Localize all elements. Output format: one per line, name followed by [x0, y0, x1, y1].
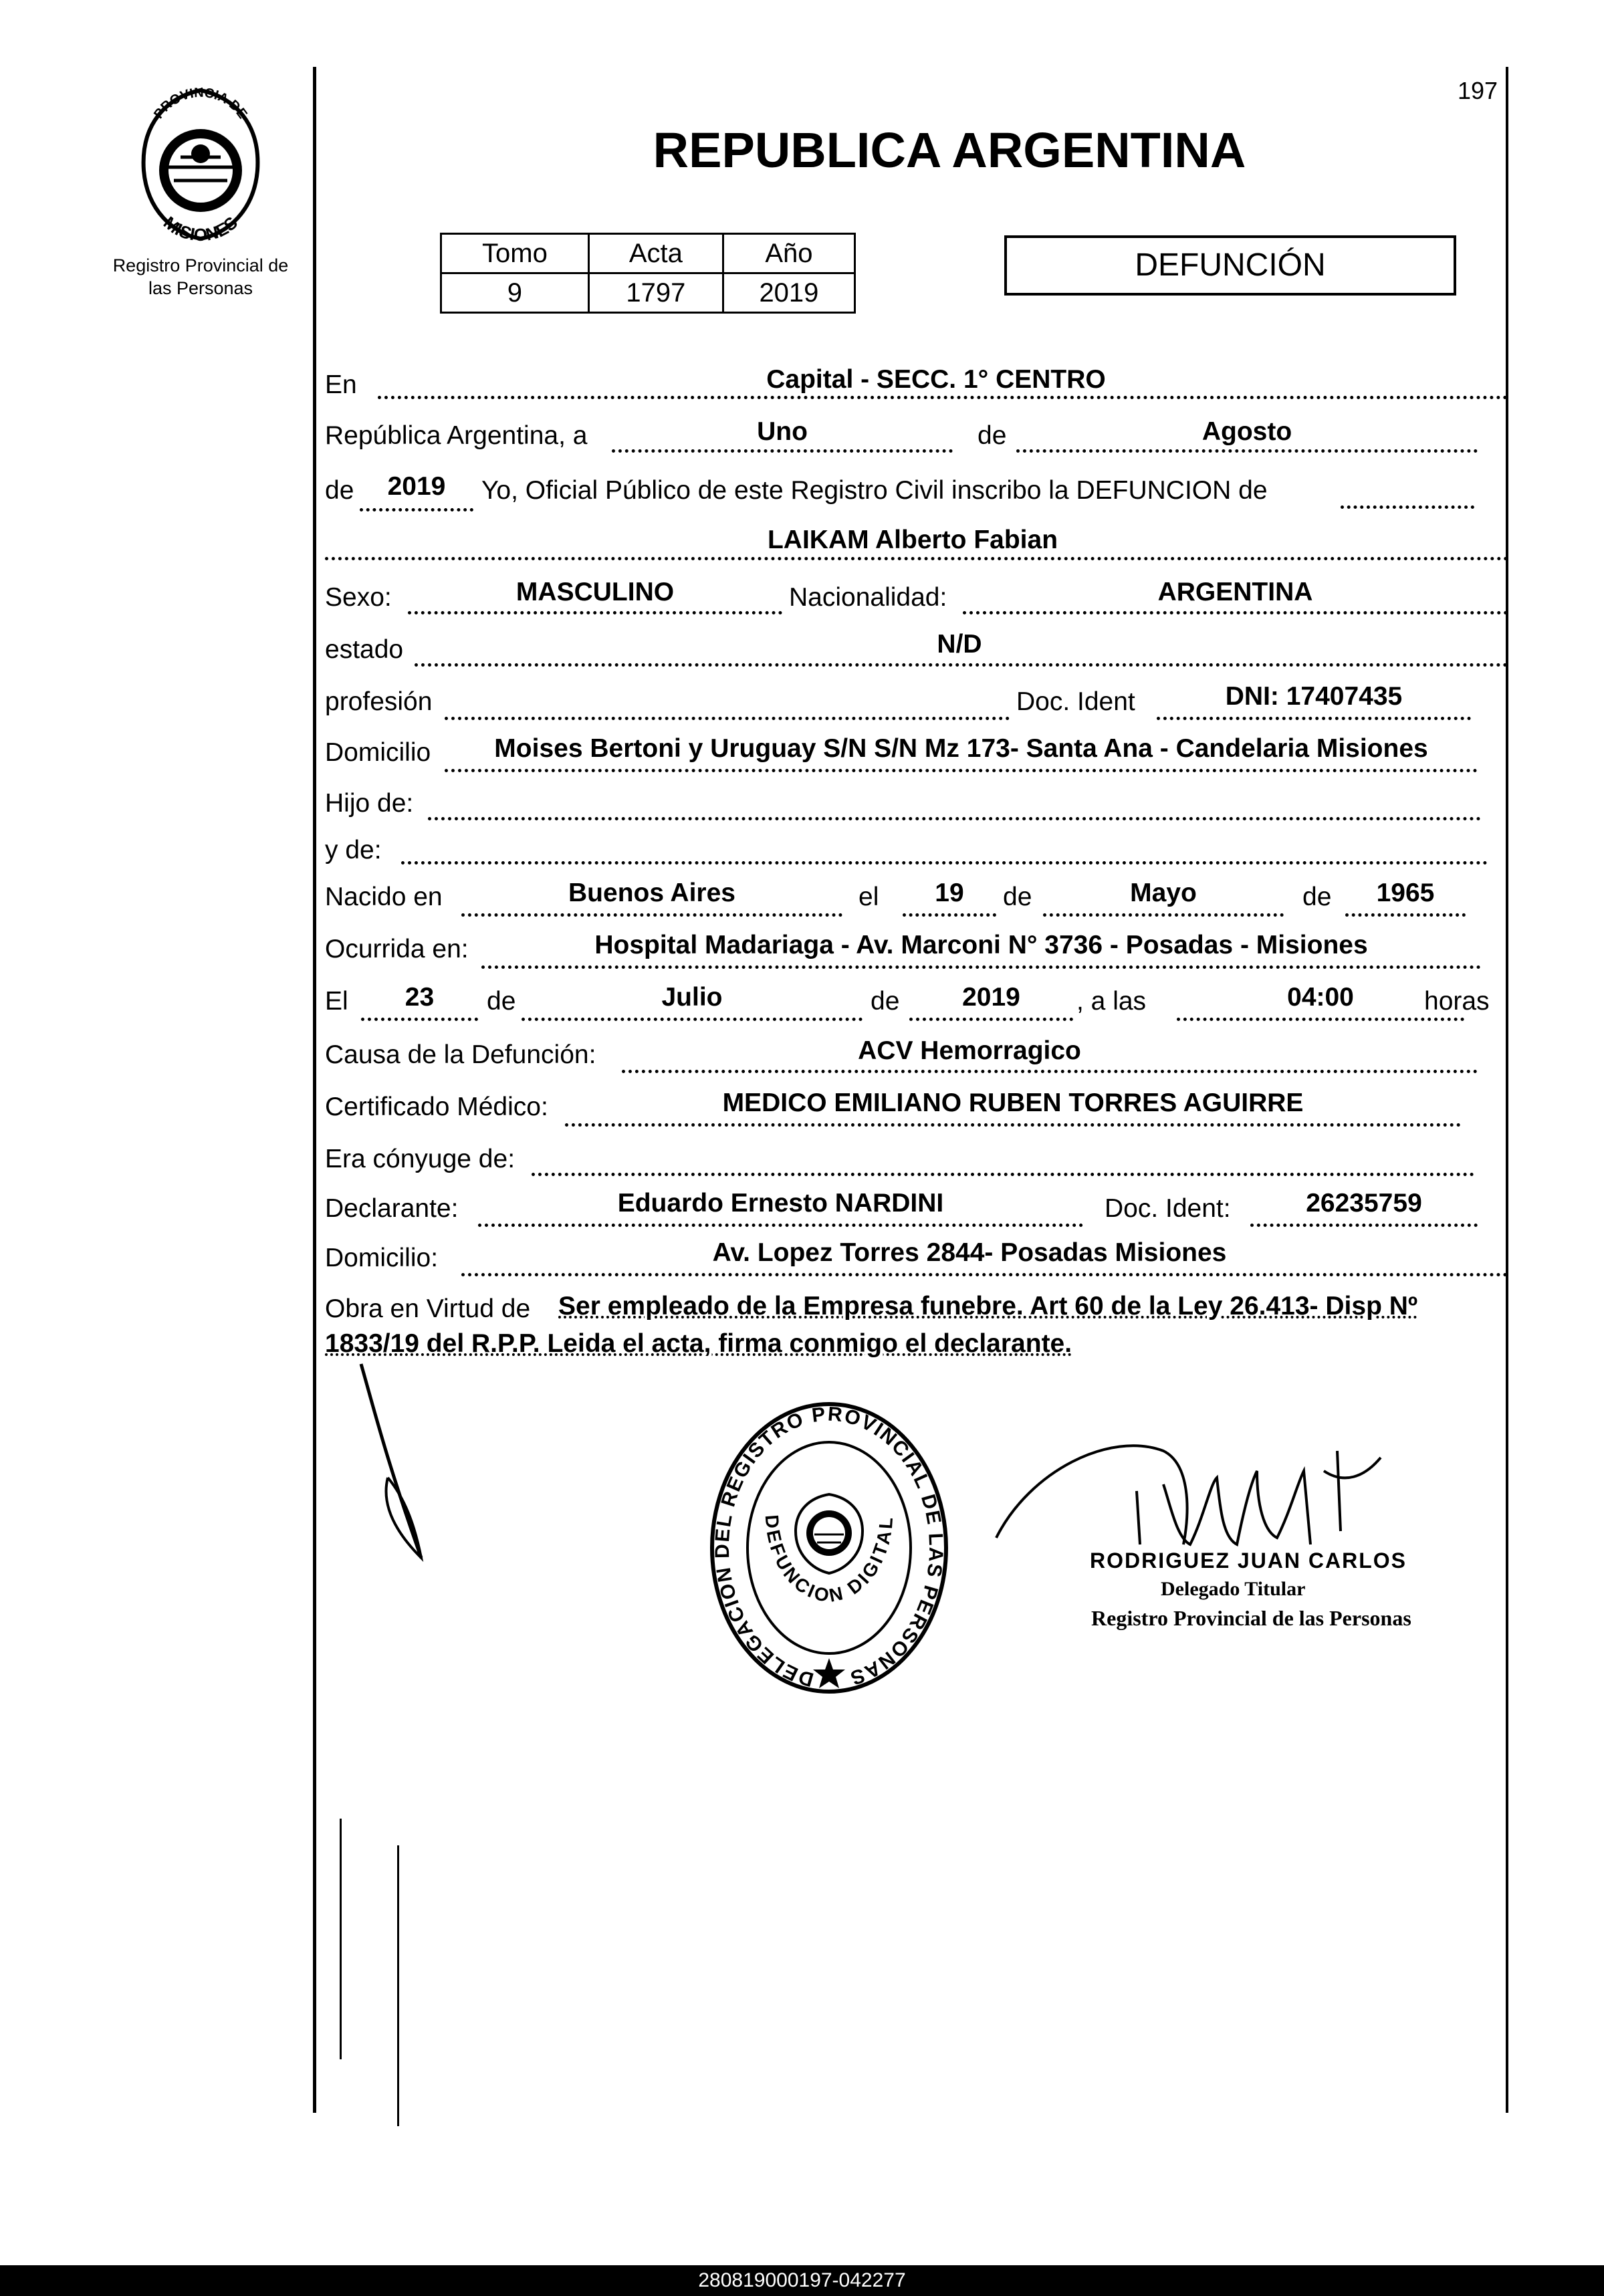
label-de-2: de: [325, 476, 354, 505]
dotted-line: [565, 1123, 1461, 1127]
label-doc-ident-2: Doc. Ident:: [1105, 1194, 1231, 1223]
record-table: [440, 233, 856, 314]
label-doc-ident: Doc. Ident: [1016, 687, 1135, 716]
value-sexo: MASCULINO: [515, 578, 675, 606]
registry-name-line2: las Personas: [148, 278, 253, 298]
label-profesion: profesión: [325, 687, 433, 716]
label-nacido-en: Nacido en: [325, 883, 443, 911]
label-obra: Obra en Virtud de: [325, 1294, 531, 1323]
dotted-line: [361, 1018, 478, 1021]
dotted-line: [481, 965, 1481, 969]
label-domicilio: Domicilio: [325, 738, 431, 767]
value-lugar: Capital - SECC. 1° CENTRO: [766, 365, 1106, 394]
label-de: de: [978, 421, 1007, 450]
label-estado: estado: [325, 635, 404, 664]
label-el: el: [858, 883, 879, 911]
table-header-anio: Año: [723, 234, 854, 273]
label-el-2: El: [325, 987, 348, 1016]
registry-name-line1: Registro Provincial de: [112, 255, 289, 275]
dotted-line: [445, 717, 1010, 720]
value-nacido-anio: 1965: [1376, 879, 1435, 907]
value-medico: MEDICO EMILIANO RUBEN TORRES AGUIRRE: [722, 1088, 1304, 1117]
value-anio: 2019: [387, 472, 446, 501]
svg-text:DEFUNCION DIGITAL: DEFUNCION DIGITAL: [761, 1514, 897, 1607]
table-value-tomo: 9: [441, 273, 589, 313]
label-conyuge: Era cónyuge de:: [325, 1145, 515, 1173]
dotted-line: [1043, 913, 1284, 917]
signer-office: Registro Provincial de las Personas: [1091, 1606, 1411, 1630]
value-declarante: Eduardo Ernesto NARDINI: [617, 1189, 944, 1218]
dotted-line: [622, 1070, 1478, 1073]
label-domicilio-2: Domicilio:: [325, 1244, 439, 1272]
label-sexo: Sexo:: [325, 583, 392, 612]
value-muerte-mes: Julio: [661, 983, 723, 1012]
value-obra-line1: Ser empleado de la Empresa funebre. Art 60 de la Ley 26.413- Disp Nº: [558, 1292, 1418, 1321]
dotted-line: [401, 861, 1488, 865]
value-nacionalidad: ARGENTINA: [1157, 578, 1313, 606]
misiones-emblem-icon: [127, 84, 274, 244]
value-causa: ACV Hemorragico: [858, 1036, 1081, 1065]
svg-text:PROVINCIA DE: PROVINCIA DE: [151, 85, 250, 122]
table-value-anio: 2019: [723, 273, 854, 313]
declarante-signature-icon: [348, 1357, 448, 1571]
label-de-oc-2: de: [871, 987, 900, 1016]
dotted-line: [903, 913, 996, 917]
label-republica: República Argentina, a: [325, 421, 588, 450]
right-margin-line: [1506, 67, 1508, 2113]
scan-mark-line: [397, 1845, 399, 2126]
dotted-line: [325, 557, 1508, 560]
value-doc: DNI: 17407435: [1225, 682, 1403, 711]
official-signature-icon: [990, 1411, 1404, 1565]
label-en: En: [325, 370, 357, 399]
page-title: REPUBLICA ARGENTINA: [653, 122, 1246, 178]
signer-name: RODRIGUEZ JUAN CARLOS: [1090, 1548, 1407, 1573]
dotted-line: [1177, 1018, 1464, 1021]
dotted-line: [909, 1018, 1073, 1021]
signer-role: Delegado Titular: [1161, 1578, 1306, 1600]
label-a-las: , a las: [1076, 987, 1147, 1016]
dotted-line: [1341, 505, 1474, 509]
dotted-line: [612, 449, 953, 453]
label-nacionalidad: Nacionalidad:: [789, 583, 947, 612]
dotted-line: [1345, 913, 1466, 917]
label-y-de: y de:: [325, 836, 382, 865]
dotted-line: [532, 1173, 1474, 1176]
svg-text:DELEGACION DEL REGISTRO PROVIN: DELEGACION DEL REGISTRO PROVINCIAL DE LAS PERSONAS: [711, 1403, 947, 1691]
dotted-line: [461, 913, 842, 917]
value-mes: Agosto: [1201, 417, 1292, 446]
label-causa: Causa de la Defunción:: [325, 1040, 596, 1069]
label-declarante: Declarante:: [325, 1194, 459, 1223]
value-declarante-domicilio: Av. Lopez Torres 2844- Posadas Misiones: [712, 1238, 1227, 1267]
value-domicilio: Moises Bertoni y Uruguay S/N S/N Mz 173- Santa Ana - Candelaria Misiones: [494, 734, 1428, 763]
dotted-line: [461, 1273, 1508, 1276]
value-declarante-doc: 26235759: [1306, 1189, 1422, 1218]
label-ocurrida-en: Ocurrida en:: [325, 935, 469, 963]
table-header-tomo: Tomo: [441, 234, 589, 273]
page-number: 197: [1458, 77, 1498, 104]
dotted-line: [378, 396, 1508, 399]
label-certificado: Certificado Médico:: [325, 1093, 548, 1121]
value-dia: Uno: [757, 417, 808, 446]
value-nombre: LAIKAM Alberto Fabian: [767, 526, 1058, 554]
official-seal-icon: [702, 1394, 956, 1702]
scan-mark-line: [340, 1819, 342, 2059]
dotted-line: [445, 769, 1478, 772]
value-nacido-lugar: Buenos Aires: [568, 879, 735, 907]
label-yo: Yo, Oficial Público de este Registro Civil inscribo la DEFUNCION de: [481, 476, 1268, 505]
value-hora: 04:00: [1287, 983, 1354, 1012]
table-value-acta: 1797: [588, 273, 723, 313]
dotted-line: [408, 611, 782, 614]
value-obra-line2: 1833/19 del R.P.P. Leida el acta, firma conmigo el declarante.: [325, 1329, 1072, 1358]
value-estado: N/D: [937, 630, 982, 659]
label-de-nac-2: de: [1302, 883, 1332, 911]
dotted-line: [428, 817, 1481, 820]
footer-code: 280819000197-042277: [0, 2265, 1604, 2296]
value-nacido-mes: Mayo: [1130, 879, 1197, 907]
left-margin-line: [313, 67, 316, 2113]
dotted-line: [478, 1224, 1083, 1227]
label-de-nac-1: de: [1003, 883, 1032, 911]
table-header-acta: Acta: [588, 234, 723, 273]
dotted-line: [360, 508, 473, 511]
dotted-line: [522, 1018, 863, 1021]
dotted-line: [415, 663, 1508, 667]
svg-text:MISIONES: MISIONES: [159, 212, 242, 244]
dotted-line: [1250, 1224, 1478, 1227]
value-muerte-anio: 2019: [962, 983, 1020, 1012]
label-hijo-de: Hijo de:: [325, 789, 414, 818]
value-muerte-dia: 23: [405, 983, 435, 1012]
value-nacido-dia: 19: [935, 879, 964, 907]
label-horas: horas: [1424, 987, 1490, 1016]
value-ocurrida: Hospital Madariaga - Av. Marconi N° 3736 - Posadas - Misiones: [594, 931, 1368, 959]
dotted-line: [1016, 449, 1478, 453]
document-type-box: DEFUNCIÓN: [1004, 235, 1456, 296]
dotted-line: [963, 611, 1508, 614]
label-de-oc-1: de: [487, 987, 516, 1016]
dotted-line: [1157, 717, 1471, 720]
